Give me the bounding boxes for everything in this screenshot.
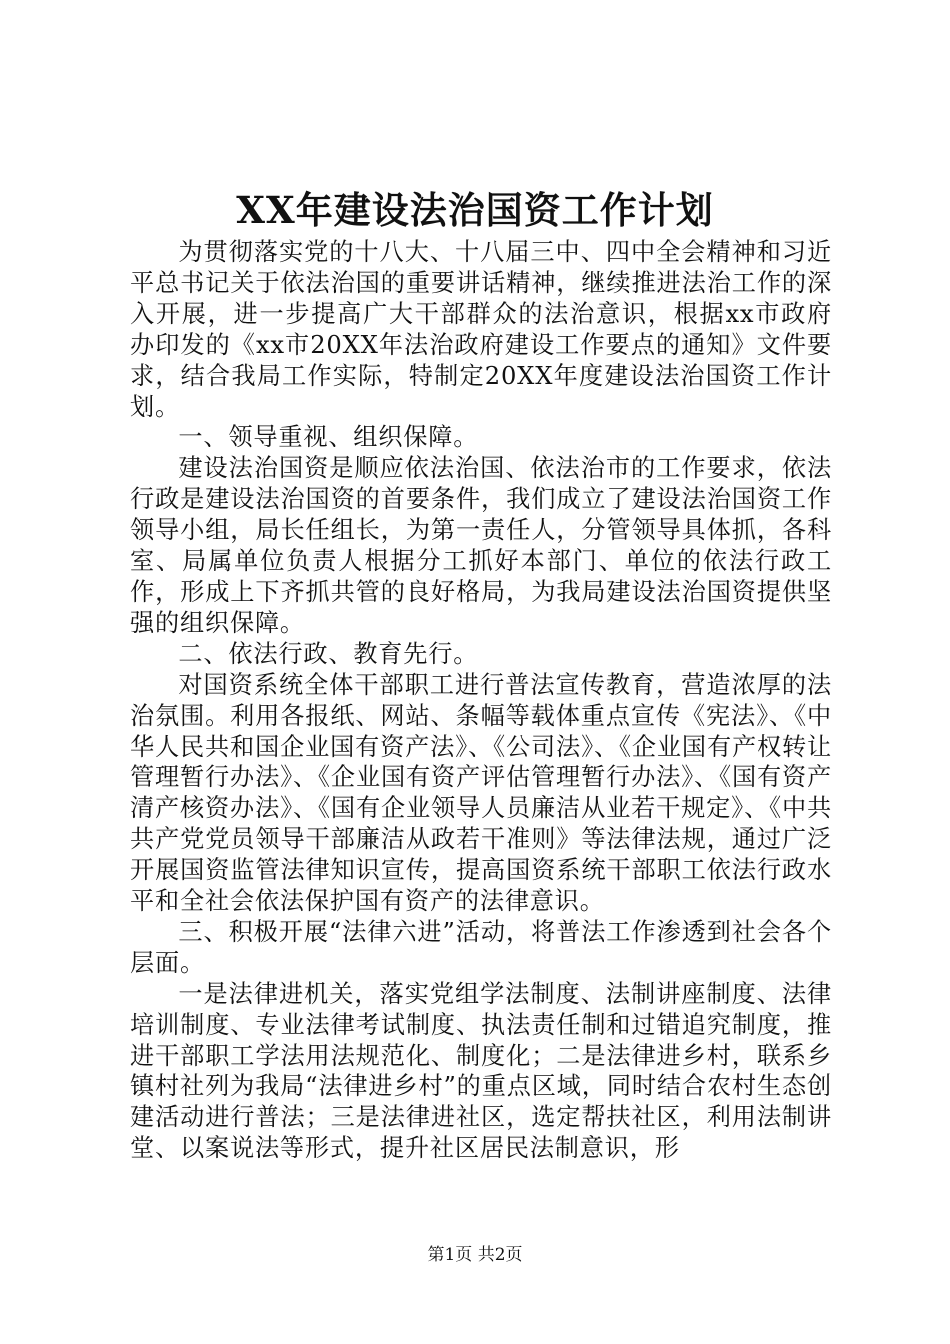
section-heading-1: 一、领导重视、组织保障。 (178, 423, 479, 452)
document-title: XX年建设法治国资工作计划 (236, 188, 714, 232)
document-body (130, 237, 832, 1164)
intro-paragraph: 为贯彻落实党的十八大、十八届三中、四中全会精神和习近平总书记关于依法治国的重要讲话精神，继续推进法治工作的深入开展，进一步提高广大干部群众的法治意识，根据xx市政府办印发的《xx市20XX年法治政府建设工作要点的通知》文件要求，结合我局工作实际，特制定20XX年度建设法治国资工作计划。 (130, 238, 832, 421)
section-paragraph-2: 对国资系统全体干部职工进行普法宣传教育，营造浓厚的法治氛围。利用各报纸、网站、条幅等载体重点宣传《宪法》、《中华人民共和国企业国有资产法》、《公司法》、《企业国有产权转让管理暂行办法》、《企业国有资产评估管理暂行办法》、《国有资产清产核资办法》、《国有企业领导人员廉洁从业若干规定》、《中共共产党党员领导干部廉洁从政若干准则》等法律法规，通过广泛开展国资监管法律知识宣传，提高国资系统干部职工依法行政水平和全社会依法保护国有资产的法律意识。 (130, 670, 832, 916)
section-paragraph-1: 建设法治国资是顺应依法治国、依法治市的工作要求，依法行政是建设法治国资的首要条件，我们成立了建设法治国资工作领导小组，局长任组长，为第一责任人，分管领导具体抓，各科室、局属单位负责人根据分工抓好本部门、单位的依法行政工作，形成上下齐抓共管的良好格局，为我局建设法治国资提供坚强的组织保障。 (130, 454, 832, 637)
section-heading-3: 三、积极开展“法律六进”活动，将普法工作渗透到社会各个层面。 (130, 917, 832, 977)
section-paragraph-3: 一是法律进机关，落实党组学法制度、法制讲座制度、法律培训制度、专业法律考试制度、执法责任制和过错追究制度，推进干部职工学法用法规范化、制度化；二是法律进乡村，联系乡镇村社列为我局“法律进乡村”的重点区域，同时结合农村生态创建活动进行普法；三是法律进社区，选定帮扶社区，利用法制讲堂、以案说法等形式，提升社区居民法制意识，形 (130, 979, 832, 1163)
page-footer: 第1页 共2页 (427, 1245, 523, 1265)
section-heading-2: 二、依法行政、教育先行。 (178, 639, 479, 668)
